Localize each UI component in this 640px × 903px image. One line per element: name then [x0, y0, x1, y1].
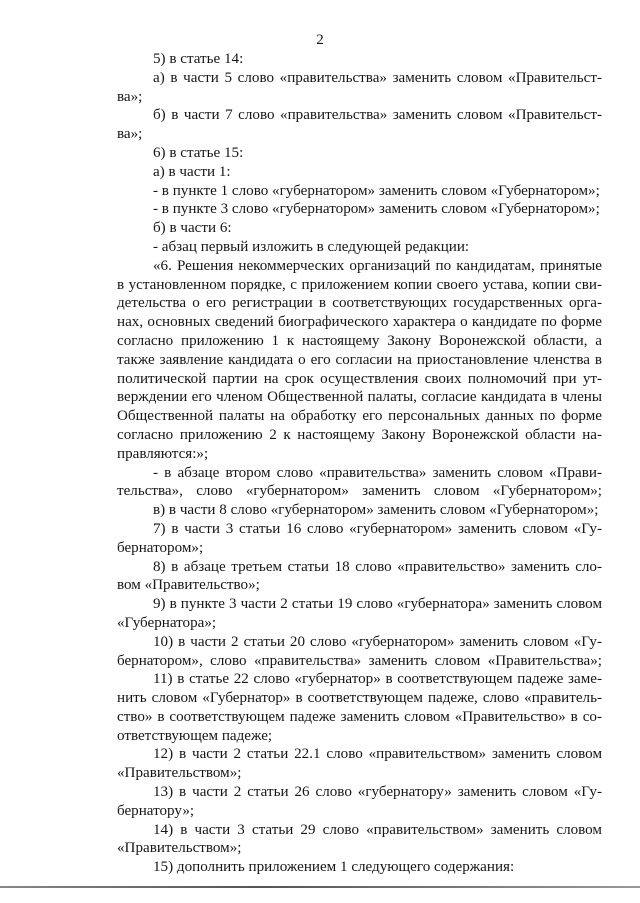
document-body	[117, 50, 602, 877]
quote-line: Общественной палаты на обработку его персональных данных по форме	[117, 408, 602, 425]
text-line: - в пункте 1 слово «губернатором» заменить словом «Губернатором»;	[153, 182, 600, 199]
text-line: 11) в статье 22 слово «губернатор» в соответствующем падеже заме-	[153, 671, 602, 688]
text-line: 12) в части 2 статьи 22.1 слово «правительством» заменить словом	[153, 746, 602, 763]
quote-line: детельства о его регистрации в соответствующих государственных орга-	[117, 295, 602, 312]
quote-line: согласно приложению 2 к настоящему Закону Воронежской области на-	[117, 426, 602, 443]
text-line: 7) в части 3 статьи 16 слово «губернатором» заменить словом «Гу-	[153, 520, 602, 537]
quote-line: верждении его членом Общественной палаты, согласие кандидата в члены	[117, 389, 602, 406]
text-line: вом «Правительство»;	[117, 577, 260, 594]
text-line: бернатору»;	[117, 802, 195, 819]
text-line: «Правительством»;	[117, 765, 242, 782]
text-line: а) в части 1:	[153, 163, 231, 180]
quote-line: нах, основных сведений биографического характера о кандидате по форме	[117, 314, 602, 331]
text-line: ва»;	[117, 88, 143, 105]
quote-line: согласно приложению 1 к настоящему Закону Воронежской области, а	[117, 332, 602, 349]
text-line: ва»;	[117, 126, 143, 143]
text-line: нить словом «Губернатор» в соответствующем падеже, слово «правитель-	[117, 690, 602, 707]
text-line: 15) дополнить приложением 1 следующего содержания:	[153, 859, 515, 876]
text-line: 6) в статье 15:	[153, 144, 244, 161]
text-line: в) в части 8 слово «губернатором» заменить словом «Губернатором»;	[153, 502, 599, 519]
quote-line: политической партии на срок осуществления своих полномочий при ут-	[117, 370, 602, 387]
quote-line: также заявление кандидата о его согласии на приостановление членства в	[117, 351, 602, 368]
text-line: тельства», слово «губернатором» заменить словом «Губернатором»;	[117, 483, 602, 500]
text-line: «Правительством»;	[117, 840, 242, 857]
text-line: «Губернатора»;	[117, 614, 217, 631]
text-line: - в абзаце втором слово «правительства» заменить словом «Прави-	[153, 464, 602, 481]
page-number: 2	[316, 32, 324, 48]
text-line: б) в части 7 слово «правительства» заменить словом «Правительст-	[153, 107, 602, 124]
text-line: 13) в части 2 статьи 26 слово «губернатору» заменить словом «Гу-	[153, 784, 602, 801]
text-line: 8) в абзаце третьем статьи 18 слово «правительство» заменить сло-	[153, 558, 602, 575]
text-line: а) в части 5 слово «правительства» заменить словом «Правительст-	[153, 69, 602, 86]
text-line: 9) в пункте 3 части 2 статьи 19 слово «губернатора» заменить словом	[153, 596, 602, 613]
text-line: бернатором», слово «правительства» заменить словом «Правительства»;	[117, 652, 602, 669]
quote-line: «6. Решения некоммерческих организаций по кандидатам, принятые	[153, 257, 602, 274]
text-line: - в пункте 3 слово «губернатором» заменить словом «Губернатором»;	[153, 201, 600, 218]
text-line: ответствующем падеже;	[117, 727, 273, 744]
quote-line: в установленном порядке, с приложением копии своего устава, копии сви-	[117, 276, 602, 293]
quote-line: правляются:»;	[117, 445, 209, 462]
text-line: 14) в части 3 статьи 29 слово «правительством» заменить словом	[153, 821, 602, 838]
text-line: 10) в части 2 статьи 20 слово «губернатором» заменить словом «Гу-	[153, 633, 602, 650]
scan-edge-line	[0, 886, 640, 888]
text-line: б) в части 6:	[153, 220, 232, 237]
text-line: - абзац первый изложить в следующей редакции:	[153, 238, 470, 255]
text-line: бернатором»;	[117, 539, 204, 556]
text-line: ство» в соответствующем падеже заменить словом «Правительство» в со-	[117, 708, 602, 725]
text-line: 5) в статье 14:	[153, 51, 244, 67]
